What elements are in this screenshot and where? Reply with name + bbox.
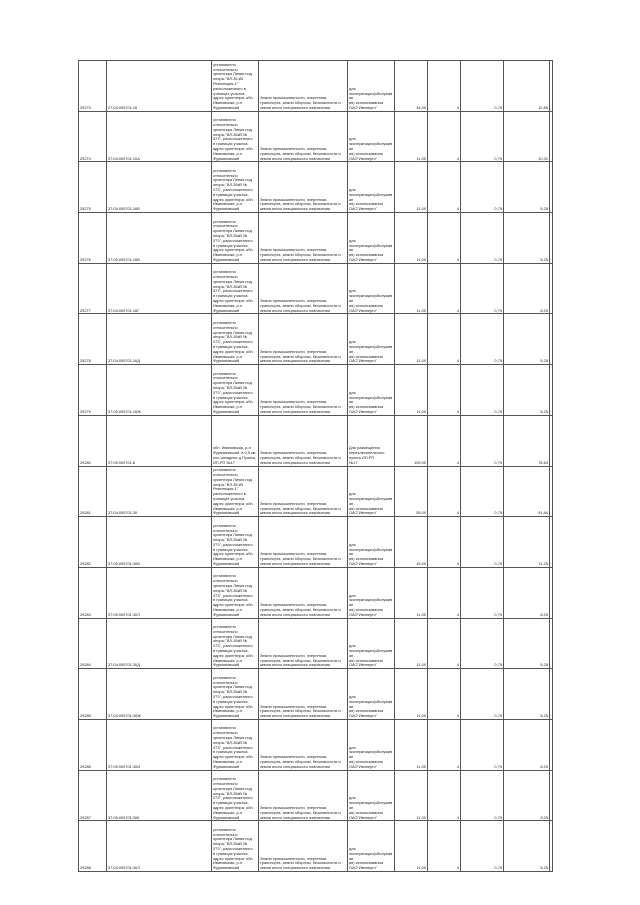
spacer-cell: [550, 719, 553, 770]
cadastral-number-cell: 37:04:000701:16Д: [107, 314, 212, 365]
table-row: [79, 263, 553, 314]
total-cell: 8,25: [504, 618, 550, 669]
total-cell: 8,25: [504, 567, 550, 618]
row-id-cell: 29286: [79, 719, 107, 770]
cadastral-number-cell: 37:05:000701:30В: [107, 517, 212, 568]
area-cell: 105,00: [395, 415, 428, 466]
area-cell: 11,00: [395, 719, 428, 770]
row-id-cell: 29276: [79, 213, 107, 264]
unit-cell: 4: [428, 466, 461, 517]
spacer-cell: [550, 111, 553, 162]
spacer-cell: [550, 821, 553, 872]
rate-cell: 0,75: [461, 770, 504, 821]
spacer-cell: [550, 618, 553, 669]
permitted-use-cell: для эксплуатации(обслуживан ия) использования ОАО"Ивэнерго": [348, 162, 395, 213]
table-row: [79, 618, 553, 669]
location-cell: установлено относительно ориентира Линия под опоры "ВЛ-35кВ № 373", расположенного в границах участка, адрес ориентира: обл. Ивановская, р-н Фурмановский: [212, 669, 259, 720]
permitted-use-cell: для эксплуатации(обслуживан ия) использования ОАО"Ивэнерго": [348, 61, 395, 112]
total-cell: 78,64: [504, 415, 550, 466]
land-category-cell: Земли промышленности, энергетики, транспорта, земли обороны, безопасности и земли иного специального назначения: [259, 263, 348, 314]
unit-cell: 4: [428, 415, 461, 466]
area-cell: 11,00: [395, 821, 428, 872]
permitted-use-cell: для эксплуатации(обслуживан ия) использования ОАО"Ивэнерго": [348, 719, 395, 770]
rate-cell: 0,75: [461, 162, 504, 213]
table-row: [79, 415, 553, 466]
cadastral-number-cell: 37:04:000701:16Г: [107, 263, 212, 314]
permitted-use-cell: для эксплуатации(обслуживан ия) использования ОАО"Ивэнерго": [348, 669, 395, 720]
table-row: [79, 61, 553, 112]
cadastral-number-cell: 37:05:000701:16В: [107, 162, 212, 213]
area-cell: 55,00: [395, 466, 428, 517]
permitted-use-cell: для эксплуатации(обслуживан ия) использования ОАО"Ивэнерго": [348, 770, 395, 821]
unit-cell: 4: [428, 162, 461, 213]
rate-cell: 0,75: [461, 466, 504, 517]
spacer-cell: [550, 365, 553, 416]
permitted-use-cell: для эксплуатации(обслуживан ия) использования ОАО"Ивэнерго": [348, 263, 395, 314]
permitted-use-cell: для эксплуатации(обслуживан ия) использования ОАО"Ивэнерго": [348, 466, 395, 517]
unit-cell: 4: [428, 365, 461, 416]
area-cell: 11,00: [395, 162, 428, 213]
area-cell: 11,00: [395, 314, 428, 365]
unit-cell: 4: [428, 314, 461, 365]
land-category-cell: Земли промышленности, энергетики, транспорта, земли обороны, безопасности и земли иного специального назначения: [259, 365, 348, 416]
permitted-use-cell: для эксплуатации(обслуживан ия) использования ОАО"Ивэнерго": [348, 618, 395, 669]
permitted-use-cell: для эксплуатации(обслуживан ия) использования ОАО"Ивэнерго": [348, 517, 395, 568]
rate-cell: 0,75: [461, 517, 504, 568]
land-category-cell: Земли промышленности, энергетики, транспорта, земли обороны, безопасности и земли иного специального назначения: [259, 314, 348, 365]
location-cell: установлено относительно ориентира Линия под опоры "ВЛ-35кВ № 373", расположенного в границах участка, адрес ориентира: обл. Ивановская, р-н Фурмановский: [212, 162, 259, 213]
rate-cell: 0,75: [461, 365, 504, 416]
permitted-use-cell: для эксплуатации(обслуживан ия) использования ОАО"Ивэнерго": [348, 213, 395, 264]
spacer-cell: [550, 466, 553, 517]
cadastral-number-cell: 37:05:000701:16Ж: [107, 365, 212, 416]
row-id-cell: 29282: [79, 517, 107, 568]
area-cell: 15,00: [395, 517, 428, 568]
land-category-cell: Земли промышленности, энергетики, транспорта, земли обороны, безопасности и земли иного специального назначения: [259, 821, 348, 872]
row-id-cell: 29278: [79, 314, 107, 365]
table-row: [79, 466, 553, 517]
permitted-use-cell: для эксплуатации(обслуживан ия) использования ОАО"Ивэнерго": [348, 314, 395, 365]
land-category-cell: Земли промышленности, энергетики, транспорта, земли обороны, безопасности и земли иного специального назначения: [259, 162, 348, 213]
unit-cell: 4: [428, 618, 461, 669]
row-id-cell: 29275: [79, 162, 107, 213]
location-cell: установлено относительно ориентира Линия под опоры "ВЛ-35 кВ Революция-1" расположенного в границах участка. адрес ориентира: обл. Ивановская, р-н Фурмановский: [212, 466, 259, 517]
location-cell: установлено относительно ориентира Линия под опоры "ВЛ-35кВ № 373", расположенного в границах участка, адрес ориентира: обл. Ивановская, р-н Фурмановский: [212, 213, 259, 264]
location-cell: установлено относительно ориентира Линия под опоры "ВЛ-35кВ № 373", расположенного в границах участка, адрес ориентира: обл. Ивановская, р-н Фурмановский: [212, 821, 259, 872]
land-category-cell: Земли промышленности, энергетики, транспорта, земли обороны, безопасности и земли иного специального назначения: [259, 517, 348, 568]
table-row: [79, 365, 553, 416]
spacer-cell: [550, 770, 553, 821]
table-row: [79, 213, 553, 264]
spacer-cell: [550, 415, 553, 466]
total-cell: 12,85: [504, 61, 550, 112]
location-cell: обл. Ивановская, р-н Фурмановский, в 0,5 км юго-западнее д.Пузиха, ИП-РП №17: [212, 415, 259, 466]
row-id-cell: 29277: [79, 263, 107, 314]
unit-cell: 4: [428, 770, 461, 821]
land-parcel-table: [78, 60, 553, 872]
table-row: [79, 517, 553, 568]
table-row: [79, 821, 553, 872]
row-id-cell: 29288: [79, 821, 107, 872]
land-category-cell: Земли промышленности, энергетики, транспорта, земли обороны, безопасности и земли иного специального назначения: [259, 466, 348, 517]
unit-cell: 4: [428, 111, 461, 162]
area-cell: 11,00: [395, 111, 428, 162]
unit-cell: 4: [428, 719, 461, 770]
total-cell: 11,25: [504, 517, 550, 568]
area-cell: 11,00: [395, 365, 428, 416]
rate-cell: 0,75: [461, 567, 504, 618]
spacer-cell: [550, 314, 553, 365]
table-body: [79, 61, 553, 872]
cadastral-number-cell: 37:04:000701:30: [107, 466, 212, 517]
table-row: [79, 669, 553, 720]
land-category-cell: Земли промышленности, энергетики, транспорта, земли обороны, безопасности и земли иного специального назначения: [259, 111, 348, 162]
spacer-cell: [550, 263, 553, 314]
table-row: [79, 111, 553, 162]
spacer-cell: [550, 567, 553, 618]
cadastral-number-cell: 37:04:000701:10А: [107, 111, 212, 162]
location-cell: установлено относительно ориентира Линия под опоры "ВЛ-35кВ № 373", расположенного в границах участка, адрес ориентира: обл. Ивановская, р-н Фурмановский: [212, 618, 259, 669]
row-id-cell: 29284: [79, 618, 107, 669]
rate-cell: 0,75: [461, 314, 504, 365]
unit-cell: 4: [428, 821, 461, 872]
rate-cell: 0,75: [461, 669, 504, 720]
location-cell: установлено относительно ориентира Линия под опоры "ВЛ-35кВ № 373", расположенного в границах участка, адрес ориентира: обл. Ивановская, р-н Фурмановский: [212, 111, 259, 162]
row-id-cell: 29283: [79, 567, 107, 618]
cadastral-number-cell: 37:05:000701:30И: [107, 719, 212, 770]
area-cell: 11,00: [395, 213, 428, 264]
unit-cell: 4: [428, 669, 461, 720]
rate-cell: 0,75: [461, 821, 504, 872]
total-cell: 8,25: [504, 821, 550, 872]
unit-cell: 4: [428, 567, 461, 618]
rate-cell: 0,75: [461, 61, 504, 112]
cadastral-number-cell: 37:04:000701:30Д: [107, 618, 212, 669]
row-id-cell: 29274: [79, 111, 107, 162]
table-row: [79, 314, 553, 365]
total-cell: 8,25: [504, 213, 550, 264]
cadastral-number-cell: 37:05:000701:30К: [107, 770, 212, 821]
rate-cell: 0,75: [461, 618, 504, 669]
land-category-cell: Земли промышленности, энергетики, транспорта, земли обороны, безопасности и земли иного специального назначения: [259, 567, 348, 618]
location-cell: установлено относительно ориентира Линия под опоры "ВЛ-35кВ № 373", расположенного в границах участка, адрес ориентира: обл. Ивановская, р-н Фурмановский: [212, 314, 259, 365]
area-cell: 11,00: [395, 770, 428, 821]
row-id-cell: 29281: [79, 466, 107, 517]
spacer-cell: [550, 517, 553, 568]
land-category-cell: Земли промышленности, энергетики, транспорта, земли обороны, безопасности и земли иного специального назначения: [259, 213, 348, 264]
area-cell: 11,00: [395, 618, 428, 669]
land-category-cell: Земли промышленности, энергетики, транспорта, земли обороны, безопасности и земли иного специального назначения: [259, 415, 348, 466]
land-category-cell: Земли промышленности, энергетики, транспорта, земли обороны, безопасности и земли иного специального назначения: [259, 770, 348, 821]
land-category-cell: Земли промышленности, энергетики, транспорта, земли обороны, безопасности и земли иного специального назначения: [259, 669, 348, 720]
cadastral-number-cell: 37:04:000701:30Л: [107, 821, 212, 872]
location-cell: установлено относительно ориентира Линия под опоры "ВЛ-35кВ № 373", расположенного в границах участка, адрес ориентира: обл. Ивановская, р-н Фурмановский: [212, 770, 259, 821]
total-cell: 8,25: [504, 669, 550, 720]
row-id-cell: 29273: [79, 61, 107, 112]
area-cell: 11,00: [395, 263, 428, 314]
area-cell: 11,00: [395, 669, 428, 720]
rate-cell: 0,75: [461, 263, 504, 314]
area-cell: 11,00: [395, 567, 428, 618]
unit-cell: 4: [428, 213, 461, 264]
area-cell: 34,00: [395, 61, 428, 112]
unit-cell: 4: [428, 61, 461, 112]
spacer-cell: [550, 162, 553, 213]
location-cell: установлено относительно ориентира Линия под опоры "ВЛ-35кВ № 373", расположенного в границах участка, адрес ориентира: обл. Ивановская, р-н Фурмановский: [212, 263, 259, 314]
total-cell: 10,31: [504, 111, 550, 162]
rate-cell: 0,75: [461, 719, 504, 770]
row-id-cell: 29279: [79, 365, 107, 416]
permitted-use-cell: для эксплуатации(обслуживан ия) использования ОАО"Ивэнерго": [348, 365, 395, 416]
location-cell: установлено относительно ориентира Линия под опоры "ВЛ-35кВ № 373", расположенного в границах участка, адрес ориентира: обл. Ивановская, р-н Фурмановский: [212, 567, 259, 618]
spacer-cell: [550, 61, 553, 112]
location-cell: установлено относительно ориентира Линия под опоры "ВЛ-35 кВ Революция-1" расположенного в границах участка. адрес ориентира: обл. Ивановская, р-н Фурмановский: [212, 61, 259, 112]
permitted-use-cell: для эксплуатации(обслуживан ия) использования ОАО"Ивэнерго": [348, 821, 395, 872]
total-cell: 8,25: [504, 263, 550, 314]
location-cell: установлено относительно ориентира Линия под опоры "ВЛ-35кВ № 373", расположенного в границах участка, адрес ориентира: обл. Ивановская, р-н Фурмановский: [212, 365, 259, 416]
total-cell: 8,25: [504, 365, 550, 416]
cadastral-number-cell: 37:05:000701:30Л: [107, 567, 212, 618]
unit-cell: 4: [428, 263, 461, 314]
total-cell: 8,25: [504, 314, 550, 365]
cadastral-number-cell: 37:05:000701:16В: [107, 213, 212, 264]
land-category-cell: Земли промышленности, энергетики, транспорта, земли обороны, безопасности и земли иного специального назначения: [259, 719, 348, 770]
cadastral-number-cell: 37:04:000701:30Ж: [107, 669, 212, 720]
table-row: [79, 567, 553, 618]
total-cell: 8,25: [504, 719, 550, 770]
land-category-cell: Земли промышленности, энергетики, транспорта, земли обороны, безопасности и земли иного специального назначения: [259, 618, 348, 669]
permitted-use-cell: для эксплуатации(обслуживан ия) использования ОАО"Ивэнерго": [348, 111, 395, 162]
total-cell: 41,84: [504, 466, 550, 517]
total-cell: 8,25: [504, 770, 550, 821]
rate-cell: 0,75: [461, 213, 504, 264]
rate-cell: 0,75: [461, 415, 504, 466]
cadastral-number-cell: 27:04:000701:16: [107, 61, 212, 112]
row-id-cell: 29280: [79, 415, 107, 466]
location-cell: установлено относительно ориентира Линия под опоры "ВЛ-35кВ № 373", расположенного в границах участка, адрес ориентира: обл. Ивановская, р-н Фурмановский: [212, 517, 259, 568]
spacer-cell: [550, 669, 553, 720]
permitted-use-cell: Для размещения переключательного пункта ИП-РП №17: [348, 415, 395, 466]
row-id-cell: 29287: [79, 770, 107, 821]
unit-cell: 4: [428, 517, 461, 568]
permitted-use-cell: для эксплуатации(обслуживан ия) использования ОАО"Ивэнерго": [348, 567, 395, 618]
land-category-cell: Земли промышленности, энергетики, транспорта, земли обороны, безопасности и земли иного специального назначения: [259, 61, 348, 112]
table-row: [79, 770, 553, 821]
total-cell: 8,25: [504, 162, 550, 213]
location-cell: установлено относительно ориентира Линия под опоры "ВЛ-35кВ № 373", расположенного в границах участка, адрес ориентира: обл. Ивановская, р-н Фурмановский: [212, 719, 259, 770]
row-id-cell: 29285: [79, 669, 107, 720]
table-row: [79, 162, 553, 213]
cadastral-number-cell: 37:05:000701:8: [107, 415, 212, 466]
table-row: [79, 719, 553, 770]
rate-cell: 0,75: [461, 111, 504, 162]
spacer-cell: [550, 213, 553, 264]
